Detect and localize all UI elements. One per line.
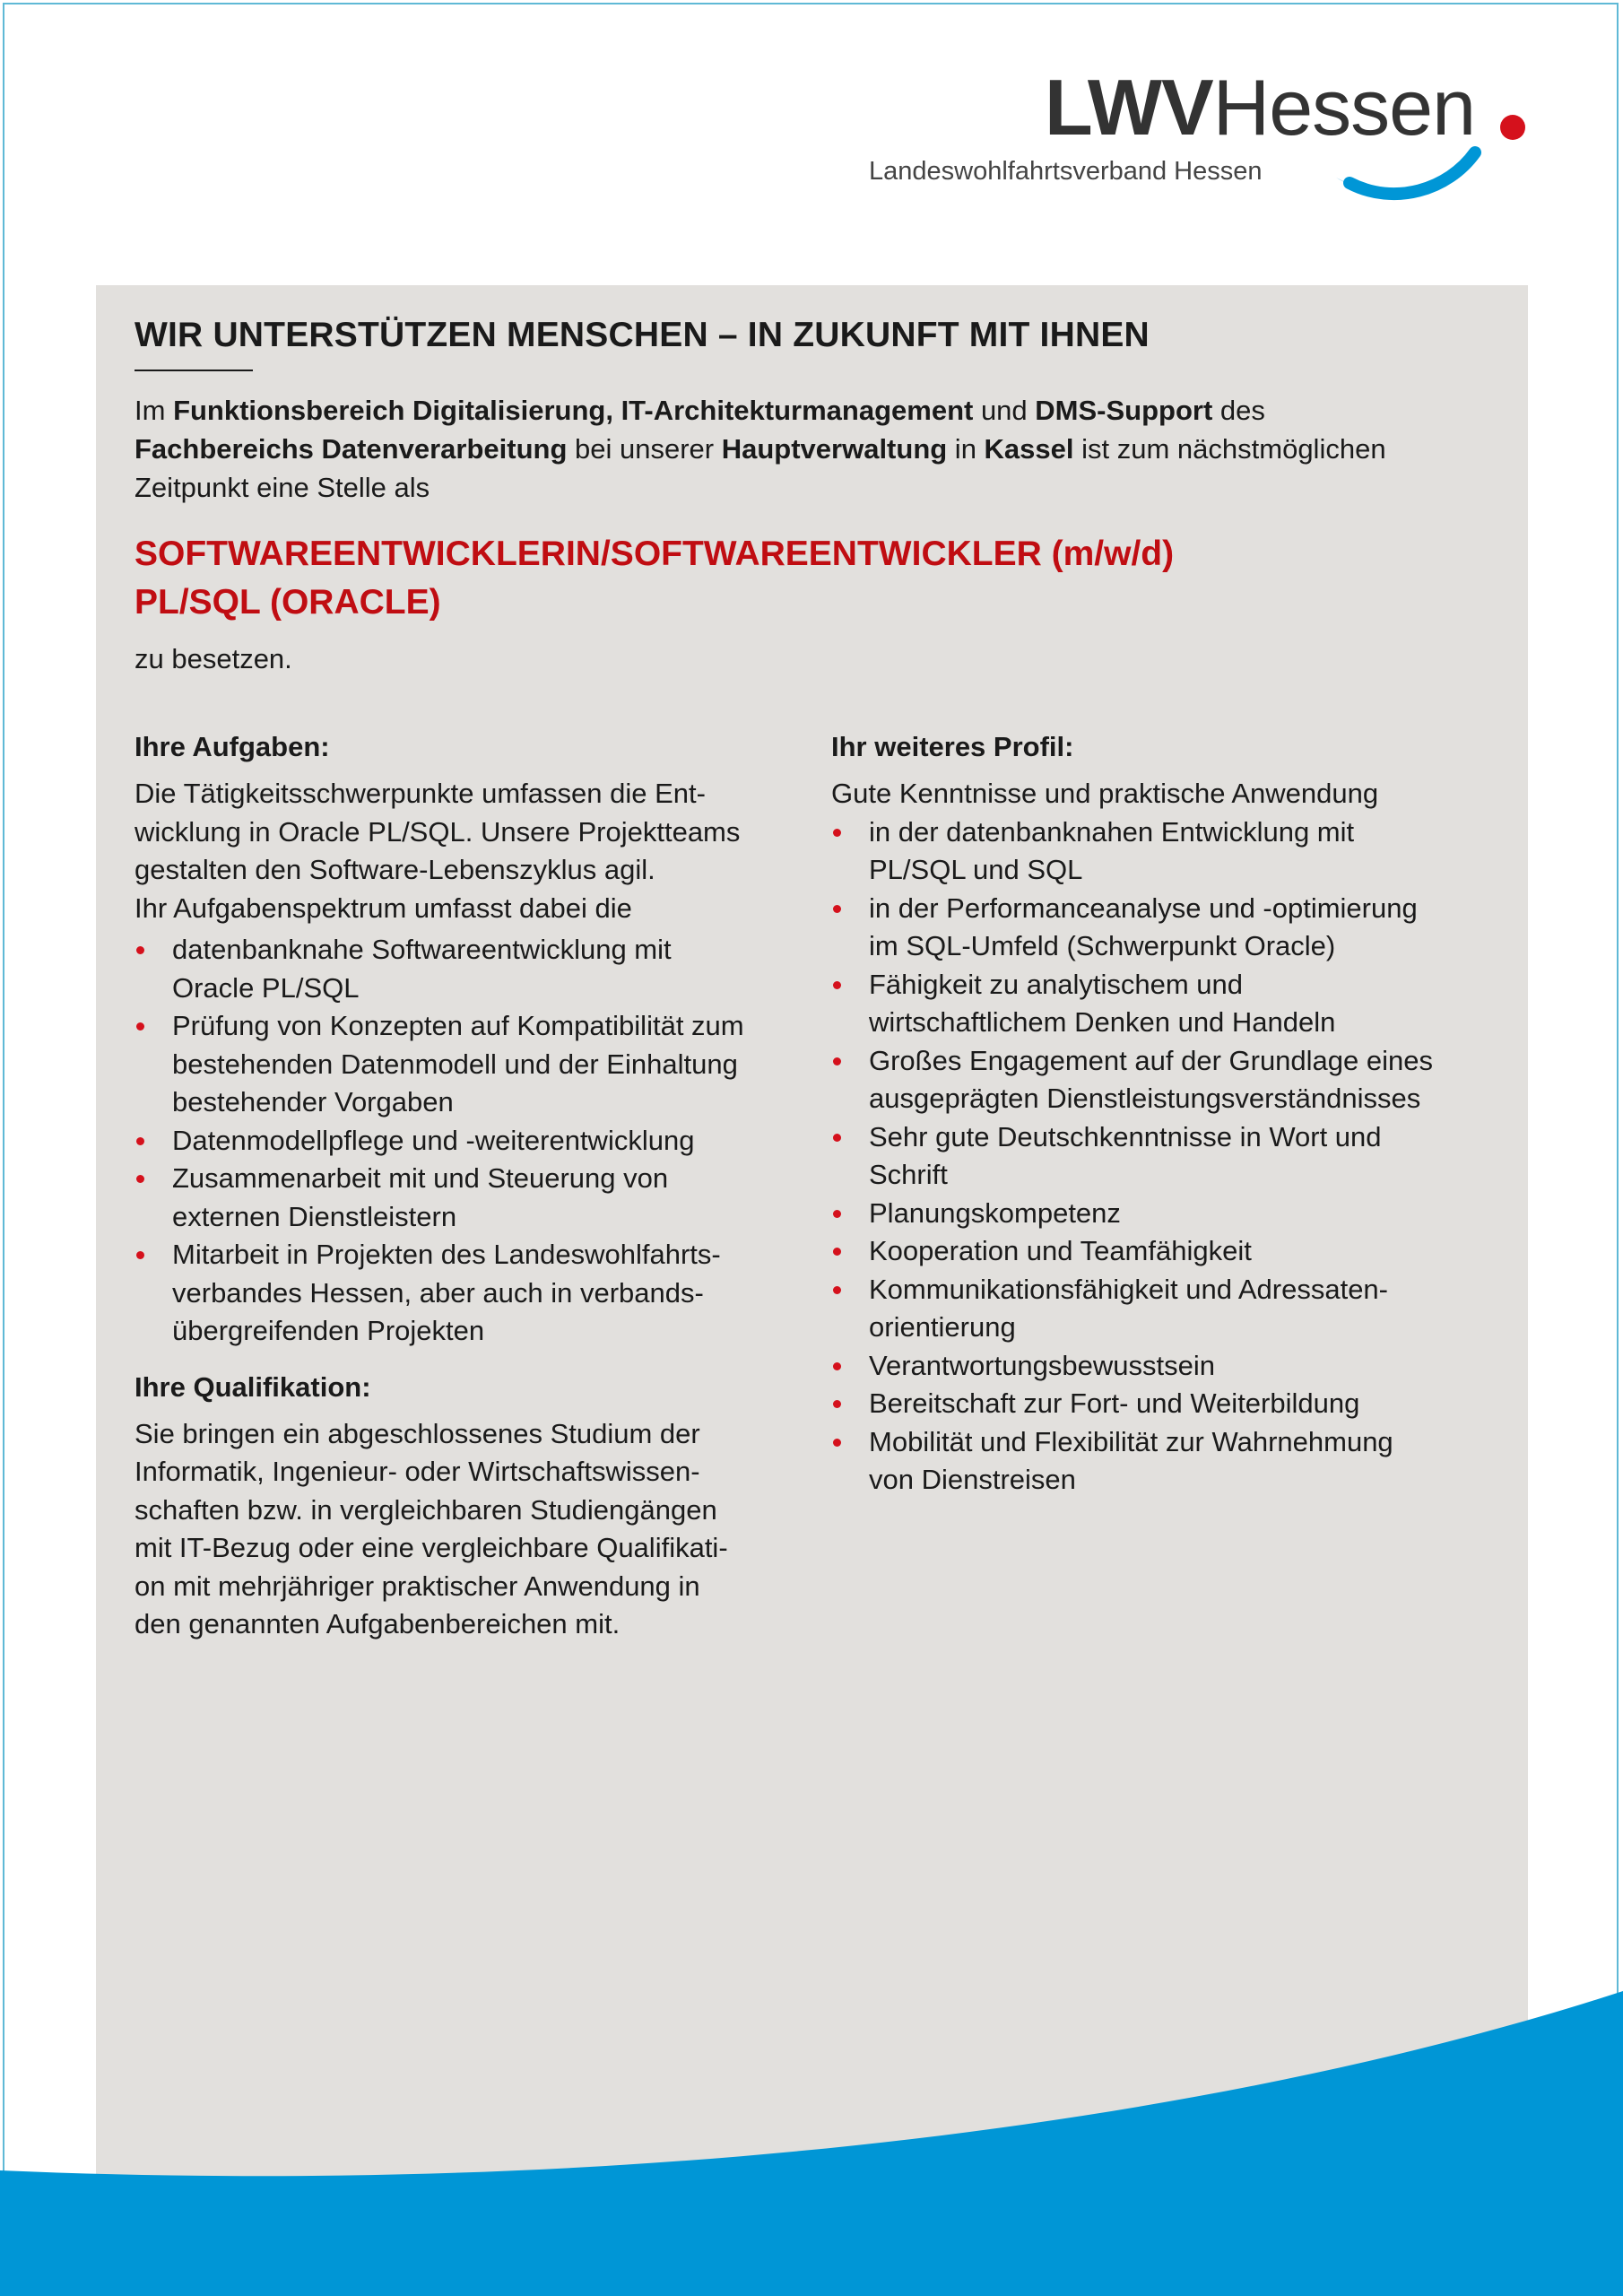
text-line: von Dienstreisen [869,1464,1076,1495]
text-line: Ihr Aufgabenspektrum umfasst dabei die [135,891,632,924]
intro-text: bei unserer [567,433,722,465]
text-line: Verantwortungsbewusstsein [869,1349,1216,1381]
logo-swoosh-icon [1332,144,1502,215]
text-line: Bereitschaft zur Fort- und Weiterbildung [869,1387,1360,1419]
lwv-hessen-logo [865,63,1533,215]
list-item [831,1347,1513,1386]
list-item [831,1118,1513,1195]
text-line: mit IT-Bezug oder eine vergleichbare Qualifikati- [135,1532,728,1563]
text-line: PL/SQL und SQL [869,854,1083,885]
bullet-icon [136,1175,144,1183]
aufgaben-title: Ihre Aufgaben: [135,731,330,762]
text-line: Kooperation und Teamfähigkeit [869,1235,1252,1266]
intro-paragraph [135,391,1497,507]
bullet-icon [136,946,144,954]
logo-wordmark [1045,63,1475,152]
intro-text: des [1212,395,1265,426]
list-item [831,1232,1513,1271]
profil-title: Ihr weiteres Profil: [831,731,1074,762]
text-line: Sie bringen ein abgeschlossenes Studium der [135,1417,700,1449]
ad-header [135,316,1497,678]
bullet-icon [136,1137,144,1145]
bottom-wave-decoration [0,1973,1623,2296]
intro-text: und [973,395,1036,426]
intro-bold: DMS-Support [1035,395,1213,426]
list-item [831,890,1513,966]
list-item [135,1160,798,1236]
intro-text: ist zum nächstmöglichen Zeitpunkt eine Stelle als [135,433,1386,503]
list-item [831,966,1513,1042]
text-line: wirtschaftlichem Denken und Handeln [869,1006,1336,1038]
logo-brand-bold: LWV [1045,63,1213,152]
bullet-icon [833,1439,841,1447]
bullet-icon [833,1210,841,1218]
text-line: Die Tätigkeitsschwerpunkte umfassen die Ent- [135,778,706,809]
text-line: Informatik, Ingenieur- oder Wirtschaftswissen- [135,1456,700,1487]
intro-text: in [947,433,985,465]
bullet-icon [833,829,841,837]
text-line: den genannten Aufgabenbereichen mit. [135,1608,621,1639]
list-item [831,1042,1513,1118]
text-line: bestehender Vorgaben [172,1086,454,1118]
text-line: Datenmodellpflege und -weiterentwicklung [172,1124,695,1156]
bullet-icon [833,1248,841,1256]
list-item [831,1423,1513,1500]
intro-bold: Funktionsbereich Digitalisierung, IT-Architekturmanagement [173,395,974,426]
text-line: externen Dienstleistern [172,1200,457,1232]
left-column [135,728,798,1644]
text-line: schaften bzw. in vergleichbaren Studiengängen [135,1493,717,1526]
logo-brand-regular: Hessen [1212,63,1476,152]
text-line: on mit mehrjähriger praktischer Anwendung in [135,1570,700,1602]
bullet-icon [833,1286,841,1294]
list-item [831,813,1513,890]
intro-bold: Fachbereichs Datenverarbeitung [135,433,568,465]
text-line: übergreifenden Projekten [172,1315,485,1346]
text-line: in der Performanceanalyse und -optimierung [869,891,1418,924]
text-line: Prüfung von Konzepten auf Kompatibilität zum [172,1010,744,1041]
text-line: datenbanknahe Softwareentwicklung mit [172,934,672,965]
text-line: Sehr gute Deutschkenntnisse in Wort und [869,1120,1382,1152]
qualifikation-title: Ihre Qualifikation: [135,1370,371,1403]
bullet-icon [136,1022,144,1031]
job-suffix: zu besetzen. [135,643,292,674]
bullet-icon [833,1400,841,1408]
bullet-icon [136,1251,144,1259]
text-line: bestehenden Datenmodell und der Einhaltung [172,1048,738,1080]
list-item [135,931,798,1007]
text-line: Mitarbeit in Projekten des Landeswohlfahrts- [172,1239,721,1270]
list-item [135,1122,798,1161]
page-headline: WIR UNTERSTÜTZEN MENSCHEN – IN ZUKUNFT MIT IHNEN [135,316,1150,354]
text-line: Oracle PL/SQL [172,971,360,1004]
intro-bold: Kassel [984,433,1074,465]
job-title [135,530,1497,627]
right-column [831,728,1513,1500]
qualifikation-text [135,1415,798,1644]
text-line: ausgeprägten Dienstleistungsverständnisses [869,1083,1421,1114]
logo-subtitle: Landeswohlfahrtsverband Hessen [869,157,1263,186]
bullet-icon [833,1134,841,1142]
job-title-line-1: SOFTWAREENTWICKLERIN/SOFTWAREENTWICKLER (m/w/d) [135,535,1175,573]
list-item [831,1195,1513,1233]
list-item [831,1385,1513,1423]
bullet-icon [833,1057,841,1065]
text-line: orientierung [869,1311,1016,1343]
aufgaben-list [135,931,798,1351]
profil-intro: Gute Kenntnisse und praktische Anwendung [831,778,1379,809]
text-line: Großes Engagement auf der Grundlage eines [869,1044,1433,1076]
intro-text: Im [135,395,174,426]
text-line: verbandes Hessen, aber auch in verbands- [172,1276,704,1309]
text-line: wicklung in Oracle PL/SQL. Unsere Projektteams [135,815,741,848]
text-line: Schrift [869,1159,948,1190]
bullet-icon [833,981,841,989]
intro-bold: Hauptverwaltung [721,433,948,465]
text-line: Kommunikationsfähigkeit und Adressaten- [869,1273,1388,1305]
list-item [831,1271,1513,1347]
text-line: in der datenbanknahen Entwicklung mit [869,815,1355,848]
text-line: Planungskompetenz [869,1196,1121,1229]
list-item [135,1007,798,1122]
logo-red-dot [1500,115,1525,140]
headline-underline [135,370,253,371]
text-line: gestalten den Software-Lebenszyklus agil. [135,854,655,885]
job-title-line-2: PL/SQL (ORACLE) [135,583,441,622]
bullet-icon [833,905,841,913]
aufgaben-intro [135,775,798,927]
text-line: Fähigkeit zu analytischem und [869,968,1244,1000]
bullet-icon [833,1362,841,1370]
list-item [135,1236,798,1351]
profil-list [831,813,1513,1500]
text-line: im SQL-Umfeld (Schwerpunkt Oracle) [869,930,1336,961]
text-line: Mobilität und Flexibilität zur Wahrnehmung [869,1425,1393,1457]
text-line: Zusammenarbeit mit und Steuerung von [172,1162,669,1194]
